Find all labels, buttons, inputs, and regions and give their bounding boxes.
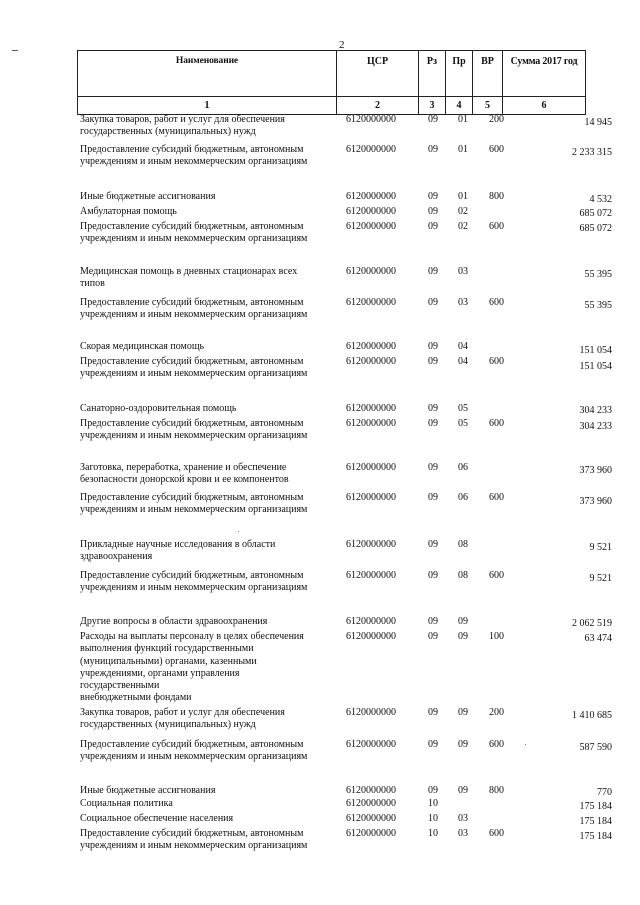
row-pr: 02 (458, 206, 468, 217)
row-name: Предоставление субсидий бюджетным, автономным учреждениям и иным некоммерческим организациям (80, 492, 308, 516)
row-csr: 6120000000 (346, 191, 396, 202)
row-name: Санаторно-оздоровительная помощь (80, 403, 237, 414)
row-csr: 6120000000 (346, 341, 396, 352)
row-name: Амбулаторная помощь (80, 206, 177, 217)
row-sum: 151 054 (579, 361, 612, 372)
row-rz: 10 (428, 828, 438, 839)
row-vr: 100 (489, 631, 504, 642)
row-csr: 6120000000 (346, 707, 396, 718)
row-name: Другие вопросы в области здравоохранения (80, 616, 268, 627)
row-sum: 2 062 519 (572, 618, 612, 629)
row-rz: 09 (428, 739, 438, 750)
row-csr: 6120000000 (346, 297, 396, 308)
row-pr: 09 (458, 631, 468, 642)
header-csr: ЦСР (337, 51, 419, 97)
header-num-rz: 3 (419, 97, 446, 115)
header-num-name: 1 (78, 97, 337, 115)
row-name: Предоставление субсидий бюджетным, автономным учреждениям и иным некоммерческим организациям (80, 739, 308, 763)
row-csr: 6120000000 (346, 492, 396, 503)
row-pr: 09 (458, 785, 468, 796)
row-csr: 6120000000 (346, 206, 396, 217)
row-pr: 01 (458, 144, 468, 155)
header-sum: Сумма 2017 год (503, 51, 586, 97)
row-rz: 09 (428, 462, 438, 473)
row-sum: 9 521 (589, 542, 612, 553)
row-rz: 09 (428, 191, 438, 202)
header-num-csr: 2 (337, 97, 419, 115)
row-rz: 09 (428, 221, 438, 232)
row-rz: 09 (428, 206, 438, 217)
row-pr: 02 (458, 221, 468, 232)
row-vr: 600 (489, 570, 504, 581)
row-rz: 09 (428, 297, 438, 308)
row-rz: 09 (428, 403, 438, 414)
row-name: Социальное обеспечение населения (80, 813, 234, 824)
row-sum: 175 184 (579, 801, 612, 812)
row-csr: 6120000000 (346, 813, 396, 824)
row-vr: 200 (489, 707, 504, 718)
row-csr: 6120000000 (346, 266, 396, 277)
row-csr: 6120000000 (346, 539, 396, 550)
header-rz: Рз (419, 51, 446, 97)
row-pr: 06 (458, 492, 468, 503)
row-name: Предоставление субсидий бюджетным, автономным учреждениям и иным некоммерческим организациям (80, 144, 308, 168)
row-pr: 03 (458, 828, 468, 839)
row-pr: 03 (458, 813, 468, 824)
row-pr: 09 (458, 739, 468, 750)
row-name: Расходы на выплаты персоналу в целях обеспечения выполнения функций государственными (муниципальными) органами, казенными учреждениями, органами управления государственными внебюджетными фондами (80, 631, 304, 704)
row-vr: 600 (489, 221, 504, 232)
row-vr: 600 (489, 828, 504, 839)
row-rz: 09 (428, 570, 438, 581)
row-vr: 600 (489, 739, 504, 750)
header-pr: Пр (446, 51, 473, 97)
row-rz: 09 (428, 341, 438, 352)
row-sum: 4 532 (589, 194, 612, 205)
row-rz: 09 (428, 492, 438, 503)
row-rz: 09 (428, 539, 438, 550)
row-csr: 6120000000 (346, 144, 396, 155)
page-number: 2 (339, 39, 345, 51)
row-csr: 6120000000 (346, 616, 396, 627)
row-sum: 685 072 (579, 208, 612, 219)
row-pr: 05 (458, 403, 468, 414)
row-sum: 685 072 (579, 223, 612, 234)
row-pr: 04 (458, 356, 468, 367)
row-rz: 10 (428, 813, 438, 824)
row-name: Предоставление субсидий бюджетным, автономным учреждениям и иным некоммерческим организациям (80, 297, 308, 321)
row-rz: 10 (428, 798, 438, 809)
row-pr: 05 (458, 418, 468, 429)
row-sum: 55 395 (584, 300, 612, 311)
row-vr: 800 (489, 785, 504, 796)
row-vr: 200 (489, 114, 504, 125)
row-name: Закупка товаров, работ и услуг для обеспечения государственных (муниципальных) нужд (80, 114, 285, 138)
row-name: Заготовка, переработка, хранение и обеспечение безопасности донорской крови и ее компонентов (80, 462, 289, 486)
row-sum: 373 960 (579, 496, 612, 507)
row-csr: 6120000000 (346, 114, 396, 125)
row-rz: 09 (428, 114, 438, 125)
row-csr: 6120000000 (346, 631, 396, 642)
row-sum: 373 960 (579, 465, 612, 476)
row-csr: 6120000000 (346, 356, 396, 367)
row-csr: 6120000000 (346, 828, 396, 839)
row-name: Иные бюджетные ассигнования (80, 191, 216, 202)
row-name: Предоставление субсидий бюджетным, автономным учреждениям и иным некоммерческим организациям (80, 221, 308, 245)
row-vr: 600 (489, 356, 504, 367)
row-sum: 770 (597, 787, 612, 798)
row-csr: 6120000000 (346, 798, 396, 809)
row-csr: 6120000000 (346, 570, 396, 581)
row-rz: 09 (428, 266, 438, 277)
row-pr: 09 (458, 616, 468, 627)
row-rz: 09 (428, 356, 438, 367)
row-name: Медицинская помощь в дневных стационарах всех типов (80, 266, 298, 290)
row-csr: 6120000000 (346, 418, 396, 429)
row-name: Скорая медицинская помощь (80, 341, 205, 352)
row-pr: 01 (458, 114, 468, 125)
row-name: Предоставление субсидий бюджетным, автономным учреждениям и иным некоммерческим организациям (80, 356, 308, 380)
row-csr: 6120000000 (346, 462, 396, 473)
row-sum: 55 395 (584, 269, 612, 280)
row-rz: 09 (428, 785, 438, 796)
row-name: Предоставление субсидий бюджетным, автономным учреждениям и иным некоммерческим организациям (80, 828, 308, 852)
row-sum: 587 590 (579, 742, 612, 753)
header-vr: ВР (473, 51, 503, 97)
row-pr: 01 (458, 191, 468, 202)
row-pr: 06 (458, 462, 468, 473)
row-sum: 2 233 315 (572, 147, 612, 158)
row-name: Закупка товаров, работ и услуг для обеспечения государственных (муниципальных) нужд (80, 707, 285, 731)
row-pr: 03 (458, 297, 468, 308)
row-pr: 08 (458, 570, 468, 581)
row-sum: 63 474 (584, 633, 612, 644)
row-sum: 304 233 (579, 421, 612, 432)
row-pr: 08 (458, 539, 468, 550)
row-pr: 09 (458, 707, 468, 718)
row-csr: 6120000000 (346, 403, 396, 414)
row-vr: 800 (489, 191, 504, 202)
row-sum: 304 233 (579, 405, 612, 416)
row-name: Иные бюджетные ассигнования (80, 785, 216, 796)
row-name: Предоставление субсидий бюджетным, автономным учреждениям и иным некоммерческим организациям (80, 418, 308, 442)
header-num-pr: 4 (446, 97, 473, 115)
row-rz: 09 (428, 707, 438, 718)
row-rz: 09 (428, 616, 438, 627)
row-sum: 9 521 (589, 573, 612, 584)
row-csr: 6120000000 (346, 221, 396, 232)
row-sum: 175 184 (579, 831, 612, 842)
row-name: Предоставление субсидий бюджетным, автономным учреждениям и иным некоммерческим организациям (80, 570, 308, 594)
row-rz: 09 (428, 631, 438, 642)
row-name: Социальная политика (80, 798, 173, 809)
header-num-vr: 5 (473, 97, 503, 115)
row-vr: 600 (489, 418, 504, 429)
row-sum: 1 410 685 (572, 710, 612, 721)
row-sum: 175 184 (579, 816, 612, 827)
row-rz: 09 (428, 144, 438, 155)
row-pr: 04 (458, 341, 468, 352)
header-num-sum: 6 (503, 97, 586, 115)
row-csr: 6120000000 (346, 785, 396, 796)
row-sum: 151 054 (579, 345, 612, 356)
row-name: Прикладные научные исследования в области здравоохранения (80, 539, 276, 563)
row-csr: 6120000000 (346, 739, 396, 750)
row-vr: 600 (489, 144, 504, 155)
row-rz: 09 (428, 418, 438, 429)
row-pr: 03 (458, 266, 468, 277)
row-sum: 14 945 (584, 117, 612, 128)
row-vr: 600 (489, 297, 504, 308)
row-vr: 600 (489, 492, 504, 503)
header-name: Наименование (78, 51, 337, 97)
